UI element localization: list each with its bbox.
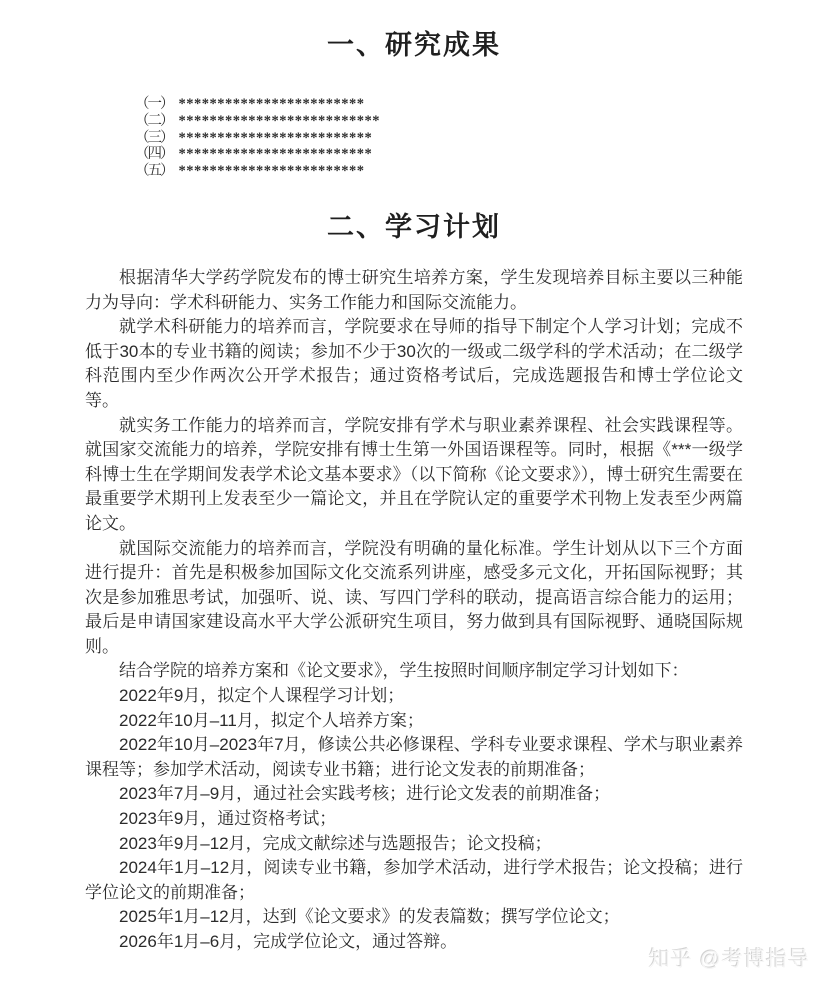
timeline-item: 2026年1月–6月，完成学位论文，通过答辩。 [119,932,458,952]
star-list-item [135,96,743,113]
section2-title: 二、学习计划 [327,211,501,242]
star-item-redacted-text: ************************ [178,96,365,112]
study-plan-body [85,266,743,955]
timeline-item: 2022年10月–2023年7月，修读公共必修课程、学科专业要求课程、学术与职业素养课程等；参加学术活动，阅读专业书籍；进行论文发表的前期准备； [85,735,743,779]
timeline-item: 2023年9月，通过资格考试； [119,809,337,829]
star-list-item [135,130,743,147]
star-item-redacted-text: ************************* [178,129,373,146]
star-item-label: （三） [135,129,173,146]
star-list-item [135,163,743,180]
paragraph: 就学术科研能力的培养而言，学院要求在导师的指导下制定个人学习计划；完成不低于30本的专业书籍的阅读；参加不少于30次的一级或二级学科的学术活动；在二级学科范围内至少作两次公开学术报告；通过资格考试后，完成选题报告和博士学位论文等。 [85,317,743,410]
star-list-item [135,113,743,130]
timeline-item: 2022年10月–11月，拟定个人培养方案； [119,710,424,730]
timeline-item: 2025年1月–12月，达到《论文要求》的发表篇数；撰写学位论文； [119,907,620,927]
timeline-item: 2022年9月，拟定个人课程学习计划； [119,686,405,706]
star-item-label: （五） [135,163,173,180]
paragraph: 结合学院的培养方案和《论文要求》，学生按照时间顺序制定学习计划如下： [119,661,689,681]
timeline-item: 2023年9月–12月，完成文献综述与选题报告；论文投稿； [119,833,552,853]
star-item-redacted-text: ************************** [178,112,380,129]
star-item-label: （二） [135,112,173,129]
paragraph: 根据清华大学药学院发布的博士研究生培养方案，学生发现培养目标主要以三种能力为导向：学术科研能力、实务工作能力和国际交流能力。 [85,267,743,312]
timeline-item: 2023年7月–9月，通过社会实践考核；进行论文发表的前期准备； [119,784,611,804]
section1-title: 一、研究成果 [327,30,501,60]
paragraph: 就实务工作能力的培养而言，学院安排有学术与职业素养课程、社会实践课程等。就国家交流能力的培养，学院安排有博士生第一外国语课程等。同时，根据《***一级学科博士生在学期间发表学术论文基本要求》（以下简称《论文要求》），博士研究生需要在最重要学术期刊上发表至少一篇论文，并且在学院认定的重要学术刊物上发表至少两篇论文。 [85,415,743,533]
timeline-item: 2024年1月–12月，阅读专业书籍，参加学术活动，进行学术报告；论文投稿；进行学位论文的前期准备； [85,858,743,902]
star-item-redacted-text: ************************ [178,163,365,180]
zhihu-watermark: 知乎 @考博指导 [648,948,810,971]
star-item-redacted-text: ************************* [178,146,373,163]
star-item-label: （四） [135,146,173,163]
star-item-label: （一） [135,96,173,112]
star-list-item [135,146,743,163]
star-list [135,96,743,180]
paragraph: 就国际交流能力的培养而言，学院没有明确的量化标准。学生计划从以下三个方面进行提升：首先是积极参加国际文化交流系列讲座，感受多元文化，开拓国际视野；其次是参加雅思考试，加强听、说、读、写四门学科的联动，提高语言综合能力的运用；最后是申请国家建设高水平大学公派研究生项目，努力做到具有国际视野、通晓国际规则。 [85,538,743,656]
